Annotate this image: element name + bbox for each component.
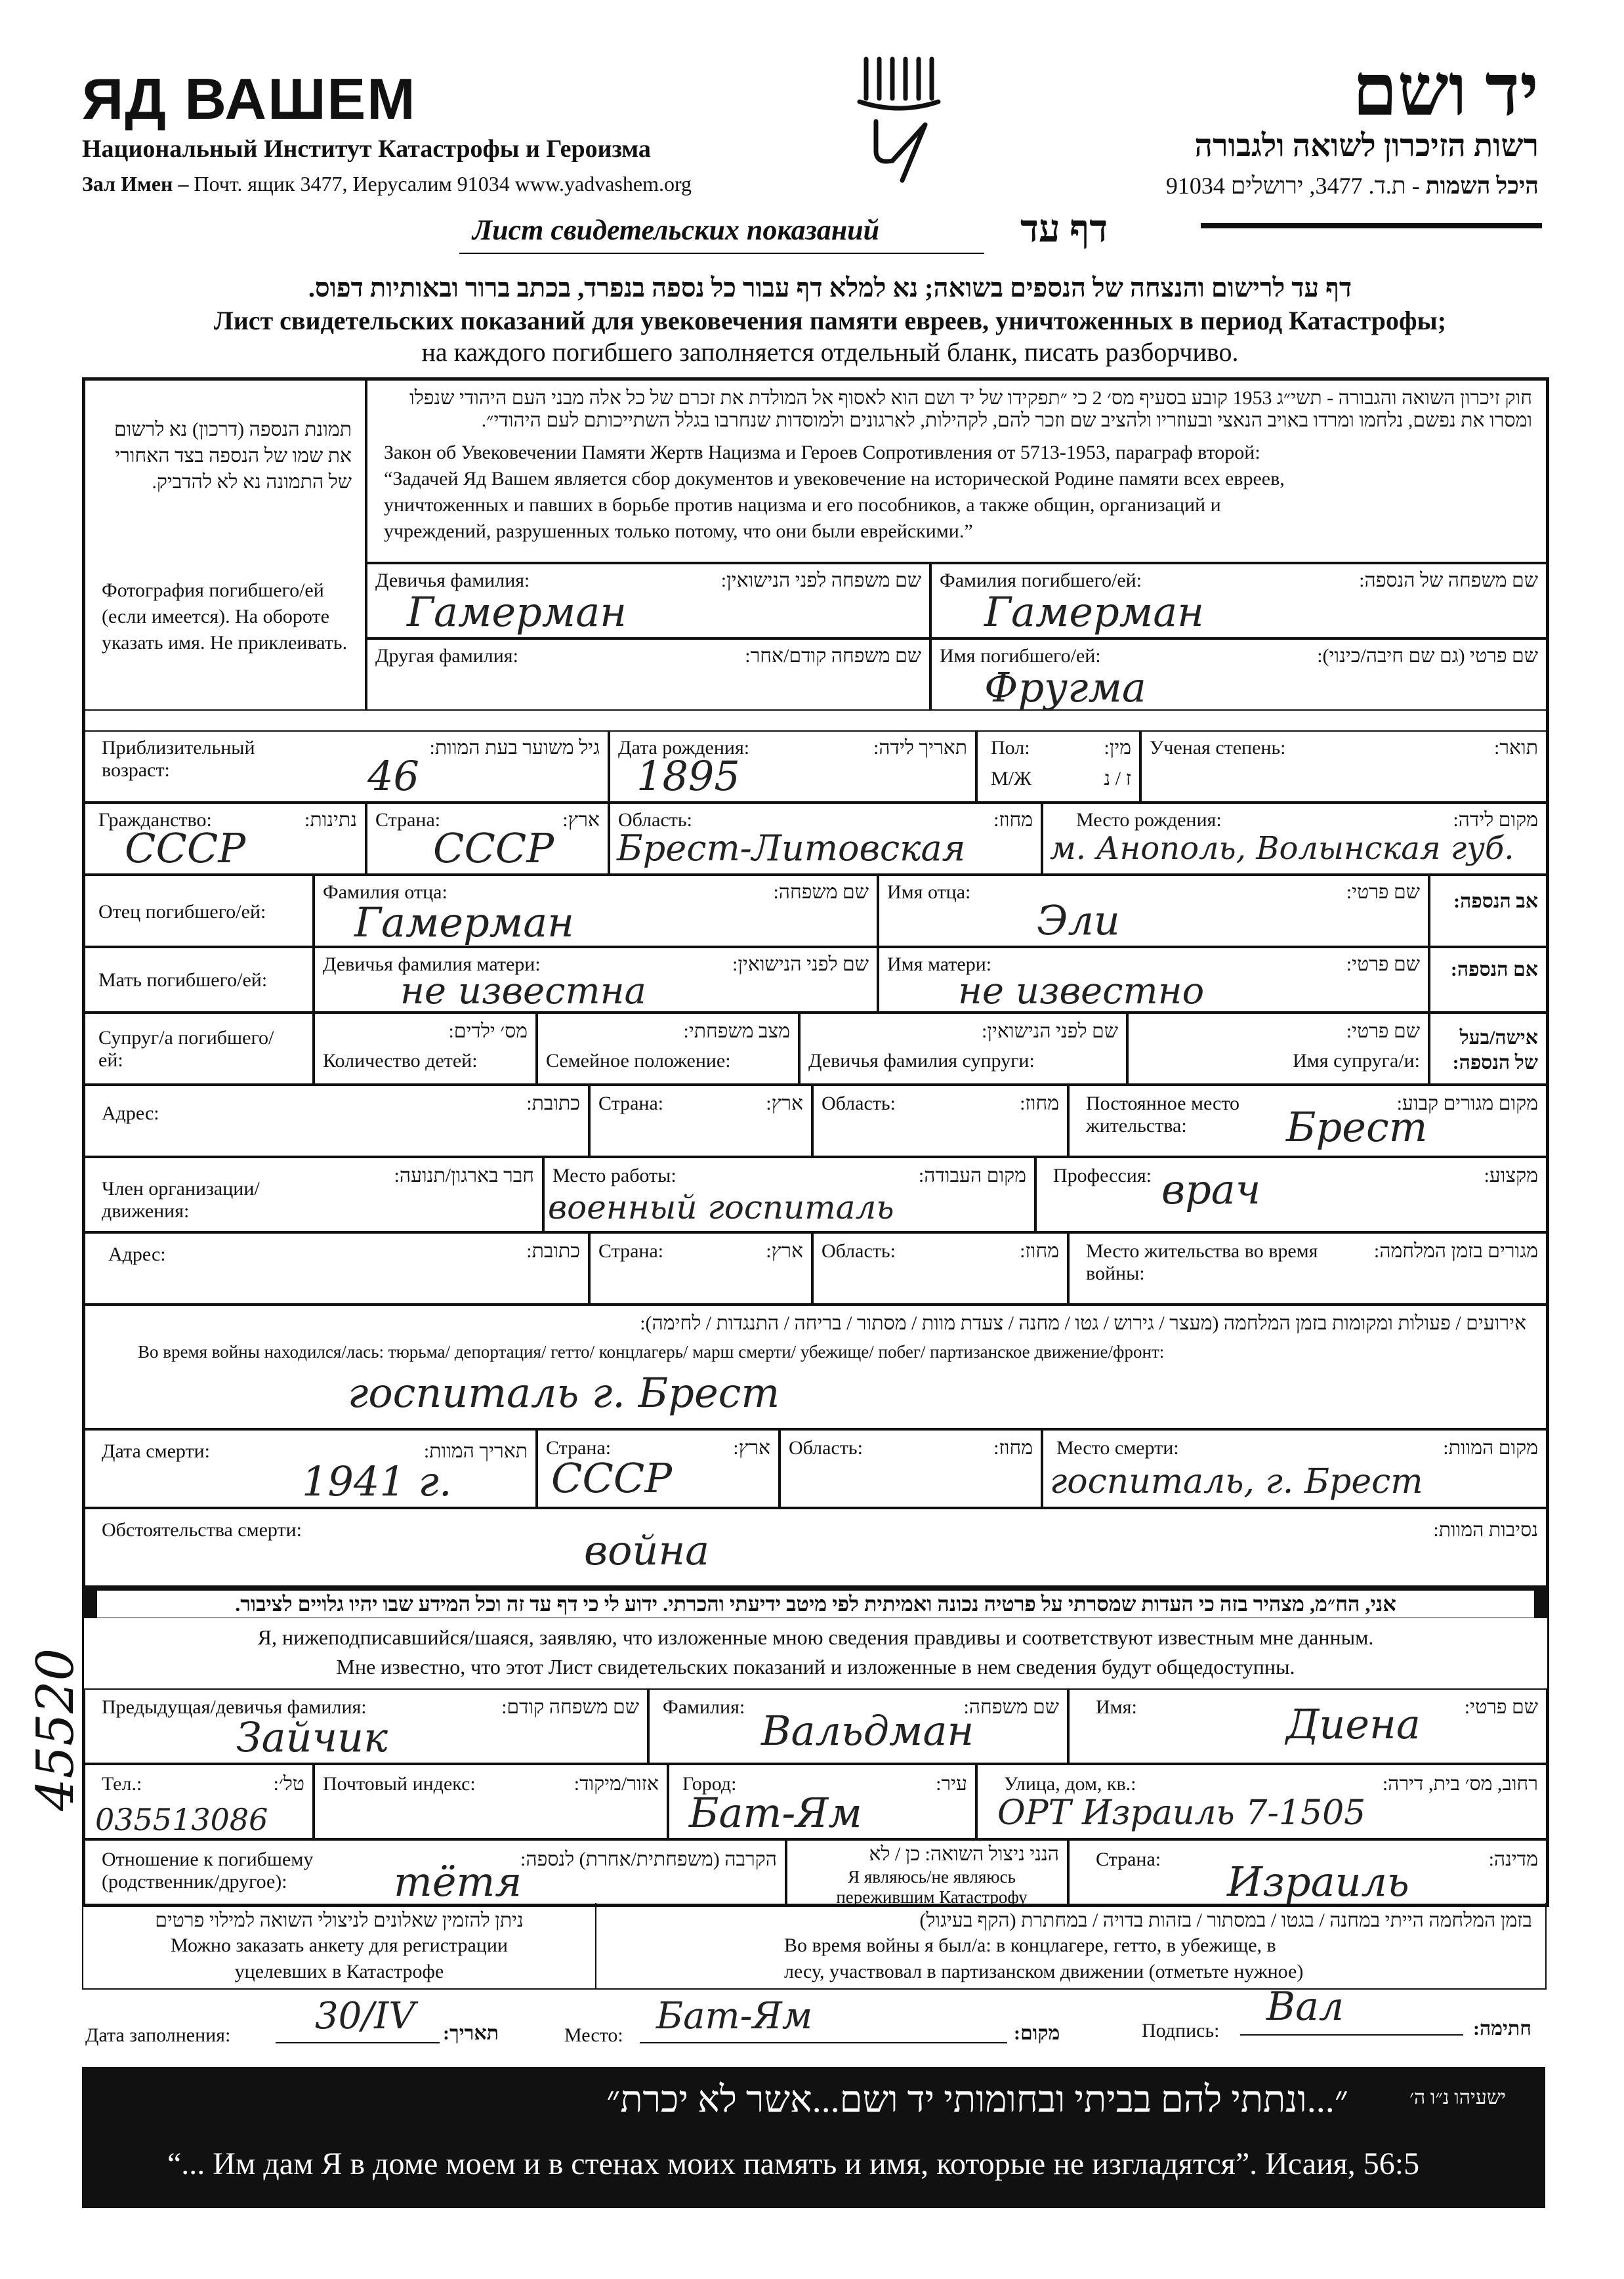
law-text-ru-3: уничтоженных и павших в борьбе против нацизма и его пособников, а также общин, организаций и [384, 494, 1221, 516]
father-row-label-he [1429, 875, 1547, 947]
label: Супруг/а погибшего/ей: [98, 1027, 274, 1071]
label-he: מגורים בזמן המלחמה: [1373, 1240, 1538, 1262]
label: Страна: [1096, 1849, 1161, 1870]
label-he: מדינה: [1488, 1849, 1538, 1870]
address-ru: Почт. ящик 3477, Иерусалим 91034 www.yadvashem.org [188, 172, 692, 196]
label: уцелевших в Катастрофе [234, 1961, 444, 1982]
label: Девичья фамилия супруги: [808, 1050, 1035, 1072]
label-he: ארץ: [766, 1093, 803, 1114]
signature-label: Подпись: [1142, 2020, 1220, 2041]
label-he: טל׳: [273, 1773, 304, 1795]
label: Во время войны находился/лась: тюрьма/ депортация/ гетто/ концлагерь/ марш смерти/ убежище/ побег/ партизанское движение/фронт: [138, 1342, 1165, 1362]
label-he: שם משפחה לפני הנישואין: [720, 570, 921, 591]
death-place-value: госпиталь, г. Брест [1050, 1462, 1423, 1501]
witness-zip-field[interactable] [314, 1764, 668, 1839]
death-date-field[interactable] [84, 1429, 537, 1508]
declaration-he: אני, הח״מ, מצהיר בזה כי העדות שמסרתי על פרטיה נכונה ואמיתית לפי מיטב ידיעתי והכרתי. ידוע לי כי דף עד זה וכל המידע שבו יהיו גלויים לציבור. [97, 1591, 1534, 1618]
label: Страна: [375, 809, 441, 831]
label: Фамилия погибшего/ей: [940, 570, 1142, 591]
profession-field[interactable] [1035, 1157, 1547, 1232]
spouse-row-label [84, 1013, 314, 1085]
mother-maiden-name-value: не известна [400, 970, 646, 1013]
label-he: הקרבה (משפחתית/אחרת) לנספה: [520, 1849, 777, 1870]
label: Страна: [598, 1093, 664, 1114]
label-he: מקום מגורים קבוע: [1396, 1093, 1538, 1114]
label: Почтовый индекс: [323, 1773, 476, 1795]
label-he: שם משפחה קודם/אחר: [745, 645, 921, 667]
label-he: מחוז: [1020, 1240, 1059, 1262]
label-he: מחוז: [993, 809, 1033, 831]
label: Фамилия отца: [323, 881, 448, 903]
mother-row-label-he [1429, 947, 1547, 1013]
citizenship-value: СССР [125, 824, 246, 872]
witness-relationship-field[interactable] [84, 1839, 786, 1905]
mother-maiden-name-field[interactable] [314, 947, 878, 1013]
label-he: כתובת: [526, 1093, 580, 1114]
label: Область: [822, 1240, 896, 1262]
hall-of-names-he: היכל השמות [1425, 173, 1539, 199]
header-title-he: יד ושם [1352, 51, 1539, 131]
workplace-field[interactable] [543, 1157, 1035, 1232]
instructions-ru-1: Лист свидетельских показаний для увековечения памяти евреев, уничтоженных в период Катастрофы; [213, 306, 1447, 335]
label: Имя супруга/и: [1293, 1050, 1420, 1072]
footer-quote-he: ״...ונתתי להם בביתי ובחומותי יד ושם...אשר לא יכרת״ [606, 2080, 1348, 2120]
father-surname-value: Гамерман [354, 898, 575, 946]
label: Обстоятельства смерти: [102, 1519, 302, 1541]
witness-prev-name-field[interactable] [84, 1688, 648, 1764]
label: Страна: [546, 1437, 612, 1459]
date-of-birth-value: 1895 [636, 752, 740, 800]
header-subtitle-he: רשות הזיכרון לשואה ולגבורה [1194, 129, 1539, 163]
approx-age-value: 46 [367, 752, 419, 800]
organization-field[interactable] [84, 1157, 543, 1232]
death-country-value: СССР [551, 1454, 673, 1502]
label-he: ניתן להזמין שאלונים לניצולי השואה למילוי פרטים [155, 1910, 524, 1931]
label-he: מקום המוות: [1443, 1437, 1538, 1459]
father-surname-field[interactable] [314, 875, 878, 947]
label: Имя матери: [887, 953, 992, 975]
date-of-birth-field[interactable] [609, 730, 976, 803]
label: Семейное положение: [546, 1050, 731, 1072]
witness-city-value: Бат-Ям [689, 1789, 862, 1837]
label: Приблизительный возраст: [102, 737, 255, 781]
declaration-ru-2: Мне известно, что этот Лист свидетельских показаний и изложенные в нем сведения будут общедоступны. [336, 1655, 1295, 1679]
witness-name-field[interactable] [1068, 1688, 1547, 1764]
footer-source-he: ישעיהו נ״ו ה׳ [1409, 2087, 1506, 2108]
sex-field[interactable] [976, 730, 1140, 803]
war-events-field[interactable] [84, 1305, 1547, 1429]
label-he: ארץ: [766, 1240, 803, 1262]
fill-date-label: Дата заполнения: [85, 2024, 231, 2046]
witness-name-value: Диена [1286, 1700, 1421, 1748]
testimony-form [82, 377, 1549, 1907]
war-residence-field[interactable] [1068, 1232, 1547, 1305]
witness-country-field[interactable] [1068, 1839, 1547, 1905]
label: Улица, дом, кв.: [1004, 1773, 1136, 1795]
victim-first-name-field[interactable] [930, 638, 1547, 711]
label-he: שם משפחה קודם: [501, 1696, 639, 1718]
label-he: שם פרטי: [1464, 1696, 1538, 1718]
label-he: ארץ: [733, 1437, 770, 1459]
approx-age-field[interactable] [84, 730, 609, 803]
sex-options-he: ז / נ [1104, 768, 1131, 789]
label: Область: [618, 809, 692, 831]
label-he: שם לפני הנישואין: [732, 953, 869, 975]
label: Постоянное место жительства: [1086, 1093, 1240, 1137]
death-place-field[interactable] [1042, 1429, 1547, 1508]
survivor-war-status-box[interactable] [594, 1903, 1547, 1990]
label: Количество детей: [323, 1050, 478, 1072]
label-he: כתובת: [526, 1240, 580, 1262]
citizenship-field[interactable] [84, 803, 366, 875]
label: Отец погибшего/ей: [98, 901, 266, 923]
sex-options-ru: М/Ж [991, 768, 1031, 789]
label: Фамилия: [663, 1696, 745, 1718]
header-address-ru [82, 172, 692, 196]
law-text-ru-4: учреждений, разрушенных только потому, что они были еврейскими.” [384, 520, 973, 542]
hall-of-names-ru: Зал Имен – [82, 172, 189, 196]
label-he: אב הנספה: [1453, 890, 1538, 912]
victim-first-name-value: Фругма [984, 663, 1146, 711]
mother-row-label [84, 947, 314, 1013]
label: Гражданство: [98, 809, 212, 831]
label: Пол: [991, 737, 1030, 759]
declaration-block [84, 1587, 1547, 1688]
instructions-ru-2: на каждого погибшего заполняется отдельный бланк, писать разборчиво. [421, 337, 1239, 367]
workplace-value: военный госпиталь [548, 1188, 894, 1226]
declaration-ru-1: Я, нижеподписавшийся/шаяся, заявляю, что изложенные мною сведения правдивы и соответствуют известным мне данным. [257, 1625, 1374, 1649]
row-gap [84, 711, 1547, 730]
label-he: הנני ניצול השואה: כן / לא [869, 1843, 1059, 1865]
victim-maiden-name-value: Гамерман [407, 588, 627, 636]
label: Место смерти: [1056, 1437, 1179, 1459]
address-region-field[interactable] [812, 1085, 1068, 1157]
label-he: אירועים / פעולות ומקומות בזמן המלחמה (מעצר / גירוש / גטו / מחנה / צעדת מוות / מסתור / בריחה / התנגדות / לחימה): [640, 1312, 1526, 1334]
father-name-value: Эли [1037, 896, 1120, 944]
label: Место рождения: [1076, 809, 1222, 831]
address-country-field[interactable] [589, 1085, 812, 1157]
label-he: מקצוע: [1484, 1165, 1538, 1186]
victim-maiden-name-field[interactable] [366, 563, 930, 638]
label-he: מין: [1104, 737, 1131, 759]
war-country-field[interactable] [589, 1232, 812, 1305]
label: Место жительства во время войны: [1086, 1240, 1318, 1284]
family-status-field[interactable] [537, 1013, 799, 1085]
label: Адрес: [102, 1102, 159, 1124]
fill-date-label-he: תאריך: [443, 2022, 499, 2044]
label-he: מחוז: [993, 1437, 1033, 1459]
title-rule-bold [1201, 223, 1542, 228]
survivor-questionnaire-box [82, 1903, 596, 1990]
label: Дата рождения: [618, 737, 750, 759]
father-row-label [84, 875, 314, 947]
label-he: נסיבות המוות: [1433, 1519, 1538, 1541]
label-he: מס׳ ילדים: [448, 1020, 528, 1042]
signature-line[interactable] [1240, 2034, 1463, 2036]
margin-case-number: 45520 [26, 1648, 85, 1811]
birth-place-field[interactable] [1042, 803, 1547, 875]
address-he: - ת.ד. 3477, ירושלים 91034 [1165, 173, 1426, 199]
signature-label-he: חתימה: [1473, 2018, 1531, 2039]
fill-place-value: Бат-Ям [656, 1995, 813, 2038]
profession-value: врач [1161, 1165, 1261, 1213]
father-name-field[interactable] [878, 875, 1429, 947]
title-rule [459, 253, 984, 254]
war-events-value: госпиталь г. Брест [348, 1369, 780, 1417]
label: Профессия: [1053, 1165, 1152, 1186]
victim-surname-value: Гамерман [984, 588, 1205, 636]
label: Область: [789, 1437, 863, 1459]
label-he: תואר: [1493, 737, 1538, 759]
law-text-ru-1: Закон об Увековечении Памяти Жертв Нацизма и Героев Сопротивления от 5713-1953, параграф второй: [384, 442, 1260, 463]
fill-date-line[interactable] [276, 2042, 440, 2043]
label-he: ארץ: [562, 809, 600, 831]
label-he: תאריך לידה: [873, 737, 967, 759]
label: Дата смерти: [102, 1440, 211, 1462]
photo-instructions-ru: Фотография погибшего/ей (если имеется). На обороте указать имя. Не приклеивать. [102, 579, 348, 654]
children-count-field[interactable] [314, 1013, 537, 1085]
label: Адрес: [108, 1244, 166, 1265]
label-he: מקום לידה: [1453, 809, 1538, 831]
label: Мать погибшего/ей: [98, 969, 268, 991]
label: Другая фамилия: [375, 645, 518, 667]
label: Страна: [598, 1240, 664, 1262]
label-he: מקום העבודה: [918, 1165, 1026, 1186]
declaration-bar [84, 1587, 1547, 1618]
fill-place-line[interactable] [640, 2042, 1007, 2043]
label-he: חבר בארגון/תנועה: [394, 1165, 534, 1186]
witness-street-value: ОРТ Израиль 7-1505 [997, 1793, 1366, 1833]
witness-surname-value: Вальдман [761, 1707, 974, 1755]
label: Ученая степень: [1150, 737, 1286, 759]
death-circumstances-value: война [584, 1526, 710, 1574]
fill-date-value: 30/IV [315, 1995, 415, 2038]
law-text-box [366, 379, 1547, 563]
spouse-name-field[interactable] [1127, 1013, 1429, 1085]
witness-city-field[interactable] [668, 1764, 976, 1839]
birth-country-field[interactable] [366, 803, 609, 875]
photo-instructions-he: תמונת הנספה (דרכון) נא לרשום את שמו של הנספה בצד האחורי של התמונה נא לא להדביק. [114, 419, 352, 493]
label-he: אישה/בעל של הנספה: [1452, 1027, 1538, 1074]
victim-other-name-field[interactable] [366, 638, 930, 711]
sheet-title-ru: Лист свидетельских показаний [472, 214, 880, 246]
birth-region-field[interactable] [609, 803, 1042, 875]
label: Тел.: [102, 1773, 142, 1795]
witness-country-value: Израиль [1227, 1858, 1409, 1906]
label-he: מצב משפחתי: [683, 1020, 790, 1042]
witness-prev-name-value: Зайчик [236, 1713, 388, 1761]
label: Член организации/ движения: [102, 1178, 260, 1222]
address-field[interactable] [84, 1085, 589, 1157]
permanent-residence-value: Брест [1286, 1103, 1428, 1151]
birth-region-value: Брест-Литовская [617, 827, 966, 869]
label-he: שם משפחה: [773, 881, 869, 903]
label: Город: [682, 1773, 737, 1795]
label-he: נתינות: [304, 809, 357, 831]
label-he: רחוב, מס׳ בית, דירה: [1382, 1773, 1538, 1795]
birth-place-value: м. Анополь, Волынская губ. [1050, 830, 1514, 867]
label: Во время войны я был/а: в концлагере, гетто, в убежище, в [784, 1934, 1276, 1956]
death-country-field[interactable] [537, 1429, 780, 1508]
label: Предыдущая/девичья фамилия: [102, 1696, 367, 1718]
war-region-field[interactable] [812, 1232, 1068, 1305]
label: Место работы: [552, 1165, 677, 1186]
label: лесу, участвовал в партизанском движении (отметьте нужное) [784, 1961, 1304, 1982]
mother-name-value: не известно [958, 970, 1205, 1013]
birth-country-value: СССР [433, 824, 554, 872]
label: Имя: [1096, 1696, 1137, 1718]
war-address-field[interactable] [84, 1232, 589, 1305]
label-he: שם משפחה: [963, 1696, 1059, 1718]
label-he: שם פרטי: [1346, 953, 1420, 975]
photo-box[interactable] [84, 379, 366, 711]
law-text-ru-2: “Задачей Яд Вашем является сбор документов и увековечение на исторической Родине памяти всех евреев, [384, 468, 1285, 490]
label-he: עיר: [936, 1773, 967, 1795]
label-he: שם לפני הנישואין: [982, 1020, 1118, 1042]
death-date-value: 1941 г. [302, 1457, 452, 1505]
label: Отношение к погибшему (родственник/другое): [102, 1849, 314, 1892]
witness-street-field[interactable] [976, 1764, 1547, 1839]
academic-degree-field[interactable] [1140, 730, 1547, 803]
permanent-residence-field[interactable] [1068, 1085, 1547, 1157]
header-subtitle-ru: Национальный Институт Катастрофы и Героизма [82, 135, 651, 163]
fill-place-label: Место: [564, 2024, 623, 2046]
label-he: שם פרטי (גם שם חיבה/כינוי): [1317, 645, 1538, 667]
header-title-ru: ЯД ВАШЕМ [82, 66, 417, 131]
label-he: בזמן המלחמה הייתי במחנה / בגטו / במסתור / בזהות בדויה / במחתרת (הקף בעיגול) [919, 1910, 1532, 1931]
label-he: גיל משוער בעת המוות: [429, 737, 600, 759]
death-region-field[interactable] [780, 1429, 1042, 1508]
death-circumstances-field[interactable] [84, 1508, 1547, 1587]
label-he: שם פרטי: [1346, 881, 1420, 903]
label-he: אם הנספה: [1450, 959, 1538, 980]
label-he: שם פרטי: [1346, 1020, 1420, 1042]
yad-vashem-logo-icon [853, 52, 945, 184]
witness-phone-field[interactable] [84, 1764, 314, 1839]
label: Я являюсь/не являюсь пережившим Катастрофу [836, 1867, 1028, 1907]
mother-name-field[interactable] [878, 947, 1429, 1013]
sheet-title-he: דף עד [1020, 207, 1108, 250]
label: Имя погибшего/ей: [940, 645, 1101, 667]
footer-quote-ru: “... Им дам Я в доме моем и в стенах моих память и имя, которые не изгладятся”. Исаия, 56:5 [167, 2146, 1420, 2181]
label: Девичья фамилия: [375, 570, 530, 591]
spouse-row-label-he [1429, 1013, 1547, 1085]
witness-relationship-value: тётя [394, 1858, 522, 1906]
label-he: אזור/מיקוד: [573, 1773, 659, 1795]
label: Область: [822, 1093, 896, 1114]
law-text-he: חוק זיכרון השואה והגבורה - תשי״ג 1953 קובע בסעיף מס׳ 2 כי ״תפקידו של יד ושם הוא לאסוף אל המולדת את זכרם של כל אלה מבני העם היהודי שנפלו ומסרו את נפשם, נלחמו ומרדו באויב הנאצי ובעוזריו ולהציב שם וזכר להם, לקהילות, לארגונים ולמוסדות שנחרבו בגלל השתייכותם לעם היהודי״. [409, 387, 1532, 431]
label-he: מחוז: [1020, 1093, 1059, 1114]
witness-surname-field[interactable] [648, 1688, 1068, 1764]
label-he: שם משפחה של הנספה: [1359, 570, 1538, 591]
victim-surname-field[interactable] [930, 563, 1547, 638]
label-he: תאריך המוות: [423, 1440, 528, 1462]
witness-survivor-field[interactable] [786, 1839, 1068, 1905]
spouse-maiden-name-field[interactable] [799, 1013, 1127, 1085]
instructions-he: דף עד לרישום והנצחה של הנספים בשואה; נא למלא דף עבור כל נספה בנפרד, בכתב ברור ובאותיות דפוס. [308, 273, 1352, 303]
label: Можно заказать анкету для регистрации [171, 1934, 508, 1956]
signature-value: Вал [1266, 1984, 1344, 2030]
footer-quote-bar [82, 2067, 1545, 2208]
fill-place-label-he: מקום: [1014, 2022, 1060, 2044]
label: Имя отца: [887, 881, 971, 903]
witness-phone-value: 035513086 [95, 1802, 268, 1837]
header-address-he [1166, 172, 1539, 199]
label: Девичья фамилия матери: [323, 953, 541, 975]
